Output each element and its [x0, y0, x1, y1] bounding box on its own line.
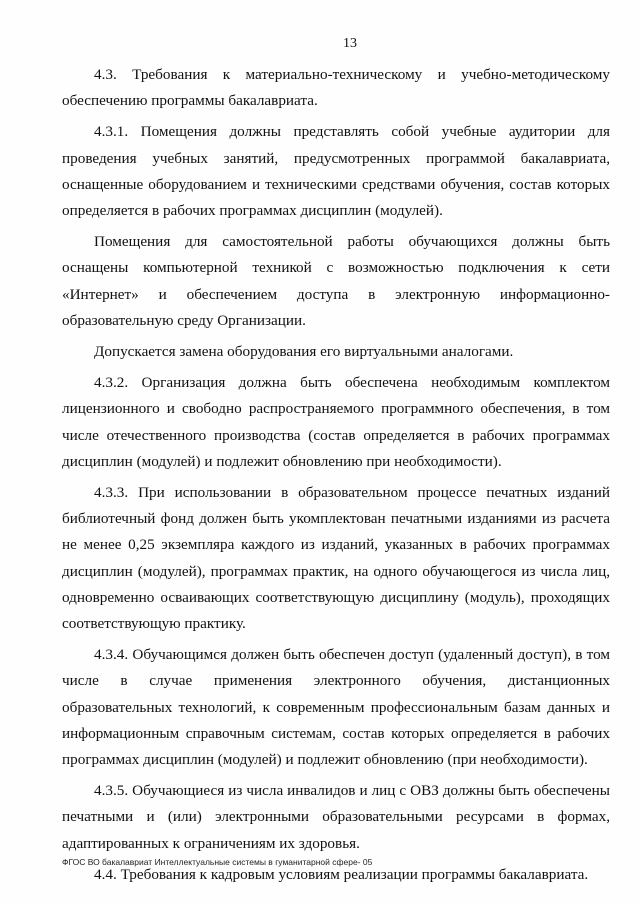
- paragraph-4-3-4: 4.3.4. Обучающимся должен быть обеспечен доступ (удаленный доступ), в том числе в случае применения электронного обучения, дистанционных образовательных технологий, к современным профессиональным базам данных и информационным справочным системам, состав которых определяется в рабочих программах дисциплин (модулей) и подлежит обновлению (при необходимости).: [62, 646, 610, 769]
- paragraph-4-3-5: 4.3.5. Обучающиеся из числа инвалидов и лиц с ОВЗ должны быть обеспечены печатными и (или) электронными образовательными ресурсами в формах, адаптированных к ограничениям их здоровья.: [62, 782, 610, 852]
- paragraph-self-study-rooms: Помещения для самостоятельной работы обучающихся должны быть оснащены компьютерной техникой с возможностью подключения к сети «Интернет» и обеспечением доступа в электронную информационно-образовательную среду Организации.: [62, 233, 610, 329]
- document-body: [62, 62, 610, 893]
- page-number: 13: [343, 36, 357, 51]
- paragraph-4-3-1: 4.3.1. Помещения должны представлять собой учебные аудитории для проведения учебных занятий, предусмотренных программой бакалавриата, оснащенные оборудованием и техническими средствами обучения, состав которых определяется в рабочих программах дисциплин (модулей).: [62, 123, 610, 220]
- section-4-3-heading: 4.3. Требования к материально-техническому и учебно-методическому обеспечению программы бакалавриата.: [62, 66, 610, 110]
- section-4-4-heading: 4.4. Требования к кадровым условиям реализации программы бакалавриата.: [94, 865, 589, 883]
- paragraph-4-3-3: 4.3.3. При использовании в образовательном процессе печатных изданий библиотечный фонд должен быть укомплектован печатными изданиями из расчета не менее 0,25 экземпляра каждого из изданий, указанных в рабочих программах дисциплин (модулей), программах практик, на одного обучающегося из числа лиц, одновременно осваивающих соответствующую дисциплину (модуль), проходящих соответствующую практику.: [62, 484, 610, 633]
- paragraph-4-3-2: 4.3.2. Организация должна быть обеспечена необходимым комплектом лицензионного и свободно распространяемого программного обеспечения, в том числе отечественного производства (состав определяется в рабочих программах дисциплин (модулей) и подлежит обновлению при необходимости).: [62, 374, 610, 470]
- page-footer: ФГОС ВО бакалавриат Интеллектуальные системы в гуманитарной сфере- 05: [62, 857, 373, 867]
- paragraph-virtual-analogs: Допускается замена оборудования его виртуальными аналогами.: [94, 343, 514, 361]
